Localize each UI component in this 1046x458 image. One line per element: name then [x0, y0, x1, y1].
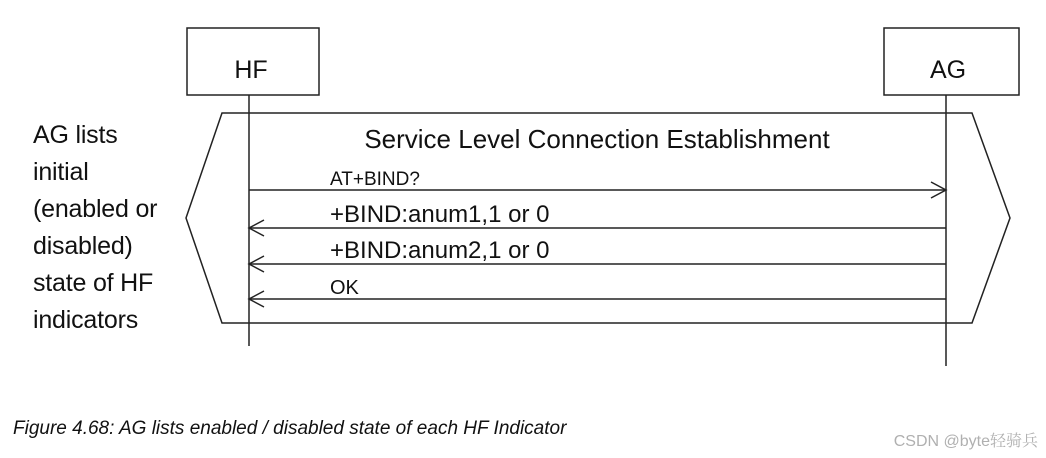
- side-note-line: state of HF: [33, 269, 154, 297]
- side-note: [33, 117, 193, 339]
- message-label-4: OK: [330, 277, 359, 299]
- participant-label-ag: AG: [929, 56, 967, 84]
- figure-caption: Figure 4.68: AG lists enabled / disabled state of each HF Indicator: [13, 418, 567, 439]
- side-note-line: indicators: [33, 306, 138, 334]
- watermark: CSDN @byte轻骑兵: [893, 433, 1038, 450]
- frame-label: Service Level Connection Establishment: [364, 124, 830, 154]
- side-note-line: AG lists: [33, 121, 118, 149]
- participant-label-hf: HF: [234, 56, 268, 84]
- side-note-line: (enabled or: [33, 195, 158, 223]
- message-label-1: AT+BIND?: [330, 169, 420, 190]
- side-note-line: disabled): [33, 232, 133, 260]
- message-label-3: +BIND:anum2,1 or 0: [330, 237, 550, 264]
- side-note-line: initial: [33, 158, 89, 186]
- message-label-2: +BIND:anum1,1 or 0: [330, 201, 550, 228]
